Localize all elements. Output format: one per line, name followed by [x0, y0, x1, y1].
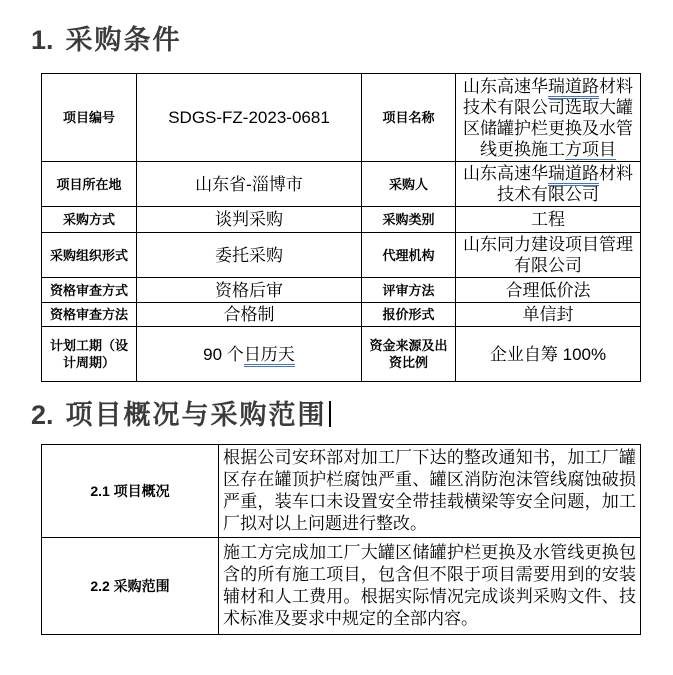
plain-text: 90 个: [203, 344, 244, 364]
table-row: [42, 74, 641, 162]
section-1-title: 采购条件: [65, 25, 182, 55]
table-row: [42, 278, 641, 303]
table-row: [42, 303, 641, 327]
procurement-category-label: 采购类别: [362, 207, 456, 233]
quote-form-value: 单信封: [456, 303, 641, 327]
table-row: [42, 207, 641, 233]
evaluation-method-value: 合理低价法: [456, 278, 641, 303]
project-overview-text: 根据公司安环部对加工厂下达的整改通知书，加工厂罐区存在罐顶护栏腐蚀严重、罐区消防泡沫管线腐蚀破损严重，装车口未设置安全带挂载横梁等安全问题，加工厂拟对以上问题进行整改。: [219, 445, 641, 538]
planned-duration-label: 计划工期（设计周期）: [42, 327, 137, 382]
procurement-conditions-table: [41, 73, 641, 382]
table-row: [42, 162, 641, 207]
plain-text: 山东高速华: [463, 164, 548, 183]
qualification-review-method-label: 资格审查方法: [42, 303, 137, 327]
plain-text: 材料技术有限公司: [497, 164, 633, 204]
spellcheck-underlined-text: 日历天: [244, 345, 295, 367]
spellcheck-underlined-text: 瑞道路: [548, 77, 599, 99]
project-location-label: 项目所在地: [42, 162, 137, 207]
project-number-value: SDGS-FZ-2023-0681: [137, 74, 362, 162]
quote-form-label: 报价形式: [362, 303, 456, 327]
section-1-heading: [31, 24, 673, 56]
document-page: [0, 24, 673, 675]
project-overview-table: [41, 444, 641, 635]
project-overview-label: 2.1 项目概况: [42, 445, 219, 538]
procurement-method-value: 谈判采购: [137, 207, 362, 233]
text-cursor: [329, 401, 331, 427]
funding-source-label: 资金来源及出资比例: [362, 327, 456, 382]
spellcheck-underlined-text: 方项目: [565, 140, 616, 162]
qualification-review-method-value: 合格制: [137, 303, 362, 327]
table-row: [42, 445, 641, 538]
organization-form-value: 委托采购: [137, 233, 362, 278]
purchaser-value: [456, 162, 641, 207]
qualification-review-mode-value: 资格后审: [137, 278, 362, 303]
section-1-number: 1.: [31, 25, 54, 55]
organization-form-label: 采购组织形式: [42, 233, 137, 278]
procurement-scope-text: 施工方完成加工厂大罐区储罐护栏更换及水管线更换包含的所有施工项目，包含但不限于项目需要用到的安装辅材和人工费用。根据实际情况完成谈判采购文件、技术标准及要求中规定的全部内容。: [219, 538, 641, 635]
table-row: [42, 327, 641, 382]
qualification-review-mode-label: 资格审查方式: [42, 278, 137, 303]
agency-value: 山东同力建设项目管理有限公司: [456, 233, 641, 278]
procurement-scope-label: 2.2 采购范围: [42, 538, 219, 635]
planned-duration-value: [137, 327, 362, 382]
project-name-label: 项目名称: [362, 74, 456, 162]
funding-source-value: 企业自筹 100%: [456, 327, 641, 382]
plain-text: 材料技术有限公司选取大罐区储罐护栏更换及水管线更换施工: [463, 76, 633, 159]
section-2-title: 项目概况与采购范围: [65, 400, 327, 430]
procurement-method-label: 采购方式: [42, 207, 137, 233]
section-2-number: 2.: [31, 400, 54, 430]
table-row: [42, 233, 641, 278]
agency-label: 代理机构: [362, 233, 456, 278]
table-row: [42, 538, 641, 635]
project-location-value: 山东省-淄博市: [137, 162, 362, 207]
evaluation-method-label: 评审方法: [362, 278, 456, 303]
section-2-heading: [31, 399, 673, 431]
plain-text: 山东高速华: [463, 76, 548, 96]
purchaser-label: 采购人: [362, 162, 456, 207]
spellcheck-underlined-text: 瑞道路: [548, 164, 599, 186]
project-name-value: [456, 74, 641, 162]
procurement-category-value: 工程: [456, 207, 641, 233]
project-number-label: 项目编号: [42, 74, 137, 162]
